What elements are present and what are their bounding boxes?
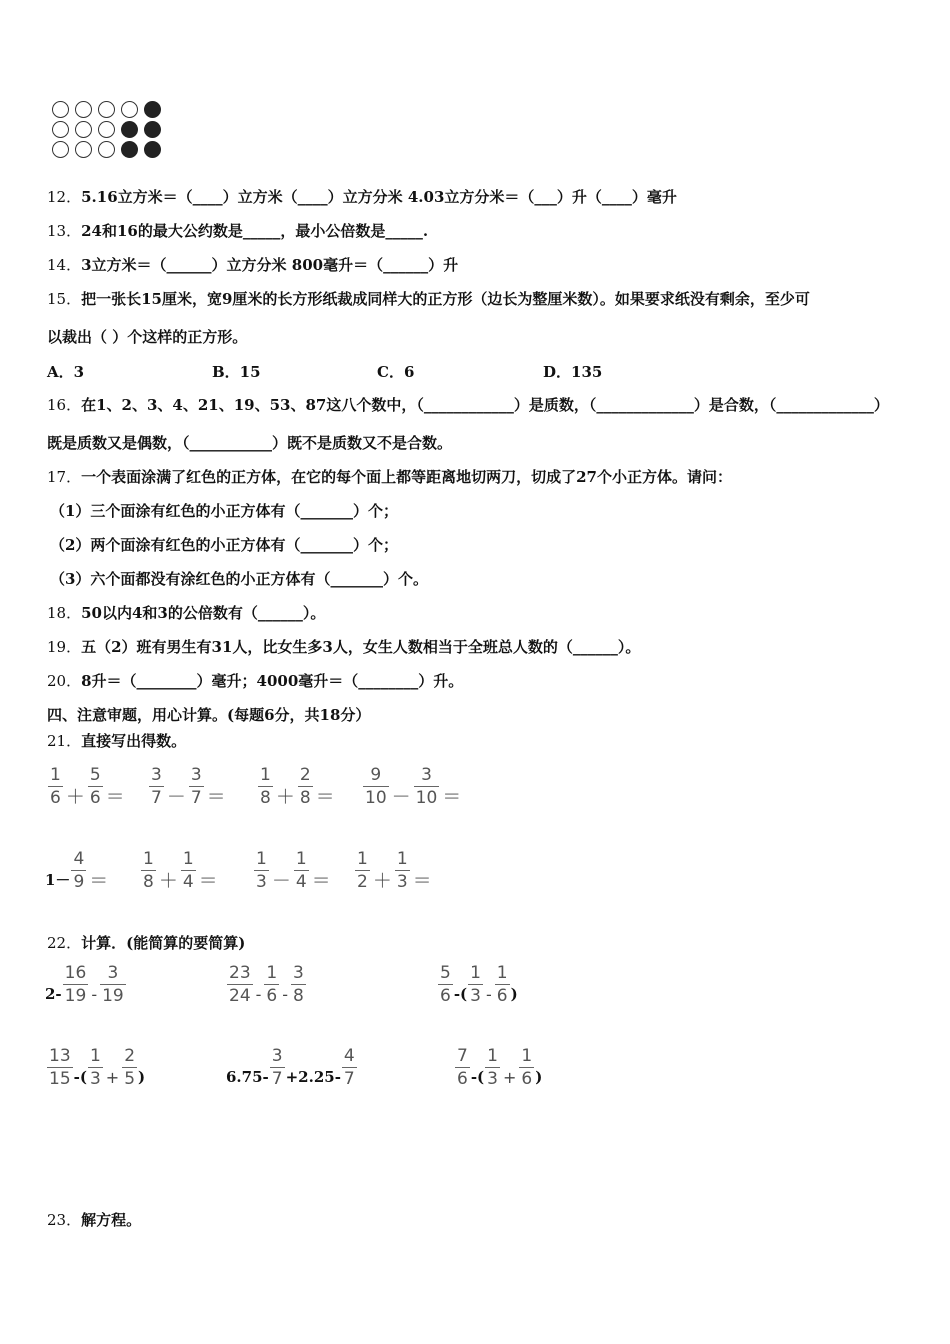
numerator: 1 — [357, 848, 368, 869]
calc-expression-6 — [454, 1048, 542, 1088]
fraction — [100, 965, 126, 1005]
fraction — [468, 965, 483, 1005]
open-bracket: -( — [470, 1068, 485, 1086]
denominator: 2 — [357, 871, 368, 892]
empty-circle — [98, 101, 115, 118]
oral-arithmetic-item — [47, 764, 127, 809]
numerator: 1 — [266, 963, 278, 983]
numerator: 3 — [107, 963, 119, 983]
dot-pattern-figure — [52, 101, 161, 161]
equals-sign: ＝ — [311, 870, 331, 892]
middle-term: +2.25- — [285, 1068, 341, 1086]
fraction — [270, 1048, 285, 1088]
denominator: 6 — [50, 787, 61, 808]
question-23: 23．解方程。 — [47, 1211, 142, 1229]
denominator: 7 — [151, 787, 162, 808]
denominator: 6 — [266, 986, 278, 1006]
denominator: 19 — [102, 986, 124, 1006]
numerator: 1 — [496, 963, 508, 983]
empty-circle — [75, 121, 92, 138]
calc-expression-2 — [226, 965, 307, 1005]
denominator: 5 — [124, 1069, 136, 1089]
empty-circle — [75, 141, 92, 158]
denominator: 8 — [299, 787, 311, 808]
calc-expression-1 — [45, 965, 127, 1005]
equals-sign: ＝ — [105, 786, 125, 808]
denominator: 3 — [256, 871, 267, 892]
empty-circle — [98, 121, 115, 138]
operator: ＋ — [372, 870, 392, 892]
section-4-heading: 四、注意审题，用心计算。(每题6分，共18分） — [47, 706, 371, 724]
numerator: 1 — [487, 1046, 498, 1066]
numerator: 1 — [256, 848, 267, 869]
denominator: 6 — [496, 986, 508, 1006]
fraction — [363, 764, 389, 808]
fraction — [227, 965, 253, 1005]
numerator: 3 — [190, 764, 202, 785]
denominator: 7 — [343, 1069, 355, 1089]
numerator: 13 — [49, 1046, 71, 1066]
operator: － — [166, 786, 186, 808]
fraction — [254, 848, 269, 892]
circle-row — [52, 121, 161, 138]
oral-arithmetic-item — [257, 764, 337, 809]
fraction — [485, 1048, 500, 1088]
denominator: 3 — [487, 1069, 498, 1089]
denominator: 7 — [190, 787, 202, 808]
leading-term: 6.75- — [226, 1068, 269, 1086]
denominator: 4 — [295, 871, 307, 892]
filled-circle — [121, 121, 138, 138]
numerator: 2 — [124, 1046, 136, 1066]
option-d: D．135 — [543, 363, 603, 381]
fraction — [395, 848, 410, 892]
denominator: 24 — [229, 986, 251, 1006]
operator: － — [271, 870, 291, 892]
question-21: 21．直接写出得数。 — [47, 732, 187, 750]
operator: ＋ — [158, 870, 178, 892]
question-17: 17．一个表面涂满了红色的正方体，在它的每个面上都等距离地切两刀，切成了27个小正方体。请问： — [47, 468, 732, 486]
numerator: 1 — [89, 1046, 101, 1066]
operator: + — [502, 1067, 517, 1087]
numerator: 1 — [470, 963, 481, 983]
empty-circle — [121, 101, 138, 118]
filled-circle — [144, 141, 161, 158]
fraction — [264, 965, 279, 1005]
question-15: 15．把一张长15厘米，宽9厘米的长方形纸裁成同样大的正方形（边长为整厘米数）。如果要求纸没有剩余，至少可 — [47, 290, 810, 308]
denominator: 6 — [521, 1069, 533, 1089]
open-bracket: -( — [453, 985, 468, 1003]
calc-expression-5 — [226, 1048, 358, 1088]
question-13: 13．24和16的最大公约数是_____，最小公倍数是_____. — [47, 222, 429, 240]
leading-term: 2- — [45, 985, 62, 1003]
operator: ＋ — [65, 786, 85, 808]
question-19: 19．五（2）班有男生有31人，比女生多3人，女生人数相当于全班总人数的（______）。 — [47, 638, 641, 656]
empty-circle — [52, 141, 69, 158]
question-14: 14．3立方米＝（______）立方分米 800毫升＝（______）升 — [47, 256, 459, 274]
fraction — [294, 848, 309, 892]
denominator: 6 — [89, 787, 101, 808]
operator: + — [105, 1067, 120, 1087]
filled-circle — [121, 141, 138, 158]
numerator: 1 — [50, 764, 61, 785]
denominator: 8 — [143, 871, 154, 892]
denominator: 10 — [365, 787, 387, 808]
denominator: 19 — [64, 986, 87, 1006]
question-15-continued: 以裁出（ ）个这样的正方形。 — [47, 328, 248, 346]
denominator: 9 — [73, 871, 85, 892]
numerator: 7 — [457, 1046, 468, 1066]
fraction — [63, 965, 89, 1005]
question-17-part-1: （1）三个面涂有红色的小正方体有（_______）个； — [50, 502, 398, 520]
numerator: 9 — [370, 764, 382, 785]
question-12: 12．5.16立方米＝（____）立方米（____）立方分米 4.03立方分米＝（___）升（____）毫升 — [47, 188, 677, 206]
numerator: 4 — [73, 848, 85, 869]
fraction — [258, 764, 273, 808]
denominator: 10 — [415, 787, 438, 808]
numerator: 3 — [293, 963, 304, 983]
numerator: 3 — [421, 764, 432, 785]
fraction — [181, 848, 196, 892]
fraction — [47, 1048, 73, 1088]
open-bracket: -( — [73, 1068, 87, 1086]
numerator: 5 — [440, 963, 451, 983]
fraction — [495, 965, 510, 1005]
denominator: 8 — [293, 986, 304, 1006]
numerator: 1 — [182, 848, 194, 869]
question-17-part-2: （2）两个面涂有红色的小正方体有（_______）个； — [50, 536, 398, 554]
empty-circle — [98, 141, 115, 158]
fraction — [88, 1048, 103, 1088]
leading-term: 1－ — [45, 871, 71, 889]
equals-sign: ＝ — [89, 870, 109, 892]
fraction — [141, 848, 156, 892]
numerator: 1 — [260, 764, 271, 785]
fraction — [455, 1048, 470, 1088]
oral-arithmetic-item — [354, 848, 434, 893]
question-18: 18．50以内4和3的公倍数有（______）。 — [47, 604, 326, 622]
numerator: 2 — [299, 764, 311, 785]
denominator: 8 — [260, 787, 271, 808]
oral-arithmetic-item — [148, 764, 228, 809]
numerator: 5 — [89, 764, 101, 785]
fraction — [438, 965, 453, 1005]
numerator: 1 — [521, 1046, 533, 1066]
numerator: 4 — [343, 1046, 355, 1066]
equals-sign: ＝ — [412, 870, 432, 892]
oral-arithmetic-item — [253, 848, 333, 893]
question-22: 22．计算．(能简算的要简算) — [47, 934, 246, 952]
numerator: 3 — [151, 764, 162, 785]
option-b: B．15 — [212, 363, 261, 381]
close-bracket: ) — [510, 985, 518, 1003]
denominator: 15 — [49, 1069, 71, 1089]
denominator: 6 — [457, 1069, 468, 1089]
fraction — [519, 1048, 534, 1088]
question-16: 16．在1、2、3、4、21、19、53、87这八个数中，（____________）是质数，（_____________）是合数，（_____________） — [47, 396, 889, 414]
numerator: 23 — [229, 963, 251, 983]
fraction — [88, 764, 103, 808]
empty-circle — [52, 101, 69, 118]
fraction — [355, 848, 370, 892]
empty-circle — [75, 101, 92, 118]
fraction — [189, 764, 204, 808]
denominator: 3 — [89, 1069, 101, 1089]
numerator: 3 — [271, 1046, 283, 1066]
denominator: 3 — [470, 986, 481, 1006]
equals-sign: ＝ — [315, 786, 335, 808]
calc-expression-3 — [437, 965, 518, 1005]
operator: ＋ — [275, 786, 295, 808]
circle-row — [52, 101, 161, 118]
equals-sign: ＝ — [206, 786, 226, 808]
equals-sign: ＝ — [198, 870, 218, 892]
fraction — [342, 1048, 357, 1088]
option-c: C．6 — [377, 363, 415, 381]
fraction — [149, 764, 164, 808]
close-bracket: ) — [138, 1068, 146, 1086]
filled-circle — [144, 101, 161, 118]
operator: - — [282, 984, 289, 1004]
numerator: 1 — [295, 848, 307, 869]
circle-row — [52, 141, 161, 158]
fraction — [291, 965, 306, 1005]
equals-sign: ＝ — [442, 786, 462, 808]
numerator: 16 — [64, 963, 87, 983]
fraction — [298, 764, 313, 808]
oral-arithmetic-item — [362, 764, 463, 809]
filled-circle — [144, 121, 161, 138]
close-bracket: ) — [535, 1068, 543, 1086]
denominator: 7 — [271, 1069, 283, 1089]
numerator: 1 — [143, 848, 154, 869]
fraction — [71, 848, 86, 892]
question-16-continued: 既是质数又是偶数，（___________）既不是质数又不是合数。 — [47, 434, 453, 452]
operator: - — [255, 984, 262, 1004]
fraction — [122, 1048, 137, 1088]
option-a: A．3 — [47, 363, 85, 381]
operator: - — [485, 984, 492, 1004]
operator: － — [391, 786, 411, 808]
numerator: 1 — [396, 848, 408, 869]
fraction — [414, 764, 440, 808]
oral-arithmetic-item — [45, 848, 110, 893]
denominator: 6 — [440, 986, 451, 1006]
question-20: 20．8升＝（________）毫升；4000毫升＝（________）升。 — [47, 672, 464, 690]
oral-arithmetic-item — [140, 848, 220, 893]
operator: - — [91, 984, 98, 1004]
fraction — [48, 764, 63, 808]
denominator: 4 — [182, 871, 194, 892]
empty-circle — [52, 121, 69, 138]
calc-expression-4 — [46, 1048, 145, 1088]
question-17-part-3: （3）六个面都没有涂红色的小正方体有（_______）个。 — [50, 570, 428, 588]
denominator: 3 — [396, 871, 408, 892]
